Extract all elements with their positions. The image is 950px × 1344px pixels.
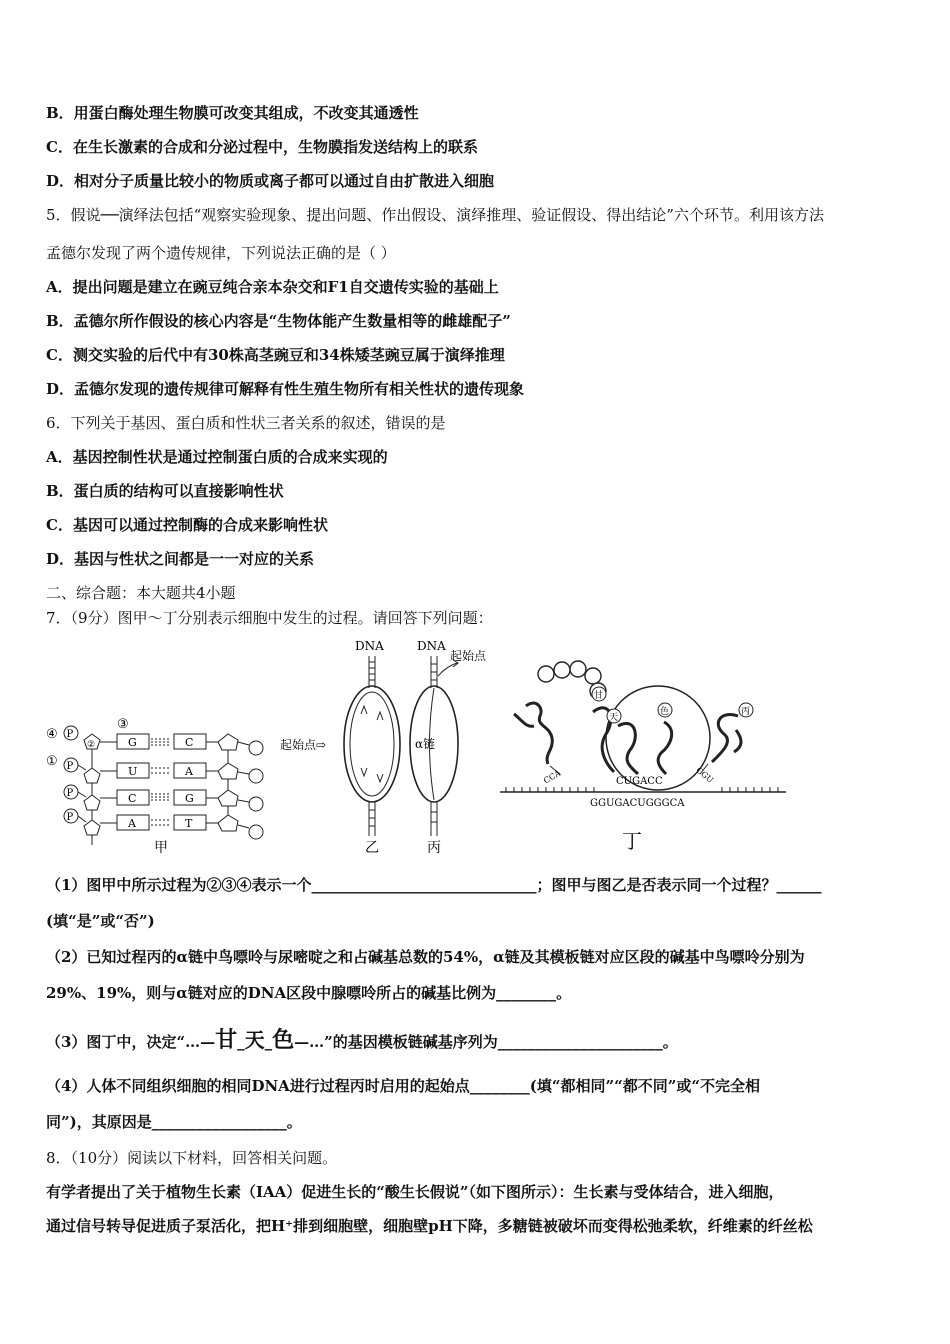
dash: _ — [237, 1033, 245, 1051]
dna-label-yi: DNA — [355, 639, 384, 653]
q4-option-d: D．相对分子质量比较小的物质或离子都可以通过自由扩散进入细胞 — [46, 172, 495, 190]
start-point-arrow-label: 起始点⇨ — [280, 738, 327, 752]
q7-part2-line1: （2）已知过程丙的α链中鸟嘌呤与尿嘧啶之和占碱基总数的54%，α链及其模板链对应区段的碱基中鸟嘌呤分别为 — [46, 948, 805, 966]
q7-part1-line1: （1）图甲中所示过程为②③④表示一个______________________________；图甲与图乙是否表示同一个过程？______ — [46, 876, 822, 894]
figure-bing-caption: 丙 — [427, 840, 441, 856]
base-left-4: A — [128, 817, 136, 830]
phosphate-label: P — [66, 788, 74, 799]
q5-stem-line2: 孟德尔发现了两个遗传规律，下列说法正确的是（ ） — [46, 244, 396, 262]
pair-row-1 — [100, 734, 263, 755]
label-3: ③ — [117, 717, 129, 732]
dash: _ — [264, 1033, 273, 1051]
yi-replication-bubble — [344, 656, 400, 836]
q7-part4-line1: （4）人体不同组织细胞的相同DNA进行过程丙时启用的起始点________(填“都相同”“都不同”或“不完全相 — [46, 1077, 761, 1095]
aa-se: 色 — [660, 707, 670, 717]
base-right-1: C — [185, 736, 194, 749]
anticodon-1: CCA — [542, 768, 563, 786]
aa-tian: 天 — [609, 713, 619, 723]
q8-passage-line2: 通过信号转导促进质子泵活化，把H⁺排到细胞壁，细胞壁pH下降，多糖链被破坏而变得松弛柔软，纤维素的纤丝松 — [46, 1217, 813, 1235]
q7-stem: 7．（9分）图甲～丁分别表示细胞中发生的过程。请回答下列问题： — [46, 609, 493, 627]
q7-part3-aa3: 色 — [272, 1027, 295, 1053]
base-right-4: T — [185, 817, 193, 830]
base-right-2: A — [185, 765, 193, 778]
mrna-sequence: GGUGACUGGGCA — [590, 798, 685, 809]
q7-part3-suffix: —…”的基因模板链碱基序列为______________________。 — [294, 1033, 678, 1051]
q7-part1-line2: (填“是”或“否”) — [46, 912, 155, 930]
q6-option-d: D．基因与性状之间都是一一对应的关系 — [46, 550, 315, 568]
figure-ding-caption: 丁 — [622, 829, 642, 853]
aa-bing: 丙 — [741, 707, 751, 717]
label-2: ② — [87, 740, 96, 750]
section-heading: 二、综合题：本大题共4小题 — [46, 584, 236, 602]
phosphate-label: P — [66, 729, 74, 740]
ribosome — [606, 686, 710, 790]
base-right-3: G — [185, 792, 194, 805]
q4-option-c: C．在生长激素的合成和分泌过程中，生物膜指发送结构上的联系 — [46, 138, 478, 156]
q6-option-c: C．基因可以通过控制酶的合成来影响性状 — [46, 516, 328, 534]
label-4: ④ — [46, 727, 58, 742]
dna-label-bing: DNA — [417, 639, 446, 653]
pair-row-3 — [64, 785, 263, 811]
phosphate-label: P — [66, 812, 74, 823]
q5-option-c: C．测交实验的后代中有30株高茎豌豆和34株矮茎豌豆属于演绎推理 — [46, 346, 505, 364]
q6-option-a: A．基因控制性状是通过控制蛋白质的合成来实现的 — [46, 448, 388, 466]
phosphate-label: P — [66, 761, 74, 772]
q8-passage-line1: 有学者提出了关于植物生长素（IAA）促进生长的“酸生长假说”（如下图所示）：生长素与受体结合，进入细胞， — [46, 1183, 784, 1201]
label-1: ① — [46, 754, 58, 769]
q5-option-a: A．提出问题是建立在豌豆纯合亲本杂交和F1自交遗传实验的基础上 — [46, 278, 499, 296]
nucleotide-pairs — [64, 734, 263, 845]
q7-part2-line2: 29%、19%，则与α链对应的DNA区段中腺嘌呤所占的碱基比例为________。 — [46, 984, 572, 1002]
figure-jia-caption: 甲 — [154, 840, 168, 856]
q7-part3-aa1: 甘 — [215, 1027, 238, 1053]
base-left-1: G — [128, 736, 137, 749]
aa-gan: 甘 — [594, 691, 604, 701]
start-point-label: 起始点 — [450, 649, 487, 663]
q8-stem: 8．（10分）阅读以下材料，回答相关问题。 — [46, 1149, 338, 1167]
base-left-3: C — [128, 792, 137, 805]
q7-part3-aa2: 天 — [244, 1028, 265, 1052]
q6-option-b: B．蛋白质的结构可以直接影响性状 — [46, 482, 284, 500]
figure-jia — [44, 712, 274, 858]
q5-option-b: B．孟德尔所作假设的核心内容是“生物体能产生数量相等的雌雄配子” — [46, 312, 511, 330]
base-left-2: U — [128, 765, 138, 778]
figure-yi-bing — [275, 636, 500, 858]
q5-stem-line1: 5．假说──演绎法包括“观察实验现象、提出问题、作出假设、演绎推理、验证假设、得出结论”六个环节。利用该方法 — [46, 206, 824, 224]
pair-row-2 — [64, 758, 263, 783]
q5-option-d: D．孟德尔发现的遗传规律可解释有性生殖生物所有相关性状的遗传现象 — [46, 380, 525, 398]
trna-free-left — [526, 703, 552, 764]
trna-free-right — [712, 715, 738, 762]
figure-yi-caption: 乙 — [365, 840, 379, 856]
q4-option-b: B．用蛋白酶处理生物膜可改变其组成，不改变其通透性 — [46, 104, 419, 122]
anticodon-3: CGU — [694, 765, 715, 785]
q7-part4-line2: 同”)，其原因是__________________。 — [46, 1113, 302, 1131]
pair-row-4 — [64, 809, 263, 839]
q6-stem: 6．下列关于基因、蛋白质和性状三者关系的叙述，错误的是 — [46, 414, 446, 432]
q7-part3 — [46, 1027, 678, 1053]
anticodon-2: CUGACC — [616, 776, 663, 787]
figure-ding — [498, 654, 788, 858]
q7-part3-prefix: （3）图丁中，决定“…— — [46, 1033, 216, 1051]
alpha-chain-label: α链 — [415, 737, 436, 751]
